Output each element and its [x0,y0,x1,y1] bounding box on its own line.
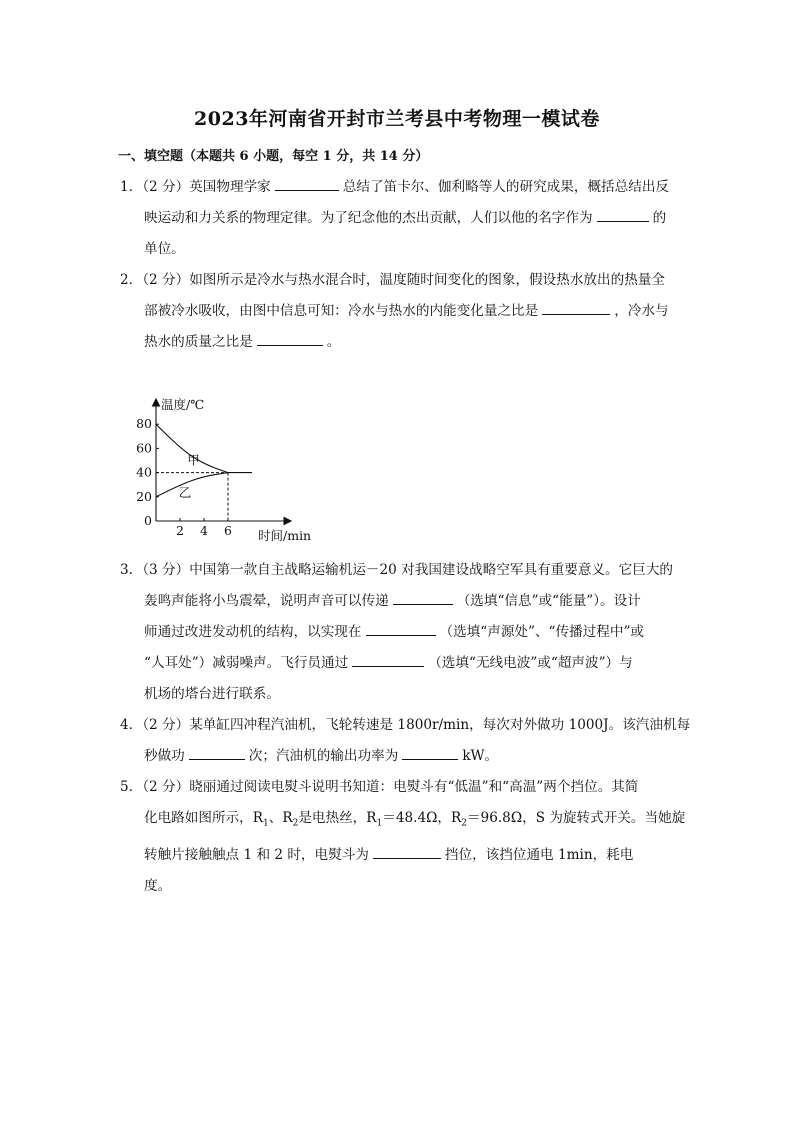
answer-blank[interactable] [597,220,649,222]
question-line: 机场的塔台进行联系。 [144,686,280,702]
answer-blank[interactable] [542,313,610,315]
series-label-yi: 乙 [178,484,192,500]
question-5 [120,772,686,902]
question-line: 3．（3 分）中国第一款自主战略运输机运－20 对我国建设战略空军具有重要意义。它巨大的 [120,562,674,578]
question-line: “人耳处”）减弱噪声。飞行员通过 （选填“无线电波”或“超声波”）与 [144,655,633,671]
question-line: 度。 [144,877,172,894]
temperature-time-chart [118,388,328,548]
x-tick-label: 2 [176,523,184,538]
question-number: 3． [120,562,143,578]
section-heading: 一、填空题（本题共 6 小题，每空 1 分，共 14 分） [118,149,429,164]
answer-blank[interactable] [352,665,424,667]
question-line: 师通过改进发动机的结构，以实现在 （选填“声源处”、“传播过程中”或 [144,624,645,640]
answer-blank[interactable] [275,189,339,191]
y-tick-label: 80 [136,416,152,432]
y-axis-label: 温度/℃ [161,397,205,412]
y-tick-label: 20 [136,488,152,504]
x-axis-label: 时间/min [258,528,312,543]
x-tick-label: 6 [224,523,232,538]
answer-blank[interactable] [189,758,245,760]
question-line: 映运动和力关系的物理定律。为了纪念他的杰出贡献，人们以他的名字作为 的 [144,210,667,226]
y-tick-label: 60 [136,440,152,456]
question-line: 部被冷水吸收，由图中信息可知：冷水与热水的内能变化量之比是 ，冷水与 [144,303,669,319]
question-number: 2． [120,272,143,288]
answer-blank[interactable] [373,857,441,859]
question-line: 4．（2 分）某单缸四冲程汽油机，飞轮转速是 1800r/min，每次对外做功 1000J。该汽油机每 [120,717,691,733]
answer-blank[interactable] [366,634,436,636]
answer-blank[interactable] [257,344,323,346]
question-line: 单位。 [144,241,185,257]
question-line: 化电路如图所示，$R_1$、$R_2$是电热丝，$R_1=48.4\Omega$，$R_2=96.8\Omega$，S 为旋转式开关。当她旋 [144,810,686,829]
answer-blank[interactable] [402,758,458,760]
question-2 [120,265,680,358]
series-yi-curve [156,473,228,497]
y-tick-label: 40 [136,464,152,480]
answer-blank[interactable] [393,603,453,605]
question-4 [120,710,691,772]
y-tick-label: 0 [144,513,152,528]
x-tick-label: 4 [200,523,208,538]
question-line: 热水的质量之比是 。 [144,334,341,350]
page-title: 2023年河南省开封市兰考县中考物理一模试卷 [194,108,600,130]
question-line: 轰鸣声能将小鸟震晕，说明声音可以传递 （选填“信息”或“能量”）。设计 [144,593,641,609]
question-line: 2．（2 分）如图所示是冷水与热水混合时，温度随时间变化的图象，假设热水放出的热量全 [120,272,665,288]
question-number: 5． [120,779,143,795]
question-line: 转触片接触触点 1 和 2 时，电熨斗为 挡位，该挡位通电 1min，耗电 [144,846,634,863]
series-label-jia: 甲 [187,452,200,468]
question-line: 1．（2 分）英国物理学家 总结了笛卡尔、伽利略等人的研究成果，概括总结出反 [120,179,670,195]
question-number: 4． [120,717,143,733]
question-1 [120,172,680,265]
question-number: 1． [120,179,143,195]
question-3 [120,555,680,710]
question-line: 5．（2 分）晓丽通过阅读电熨斗说明书知道：电熨斗有“低温”和“高温”两个挡位。其简 [120,779,639,795]
question-line: 秒做功 次；汽油机的输出功率为 kW。 [144,748,499,764]
